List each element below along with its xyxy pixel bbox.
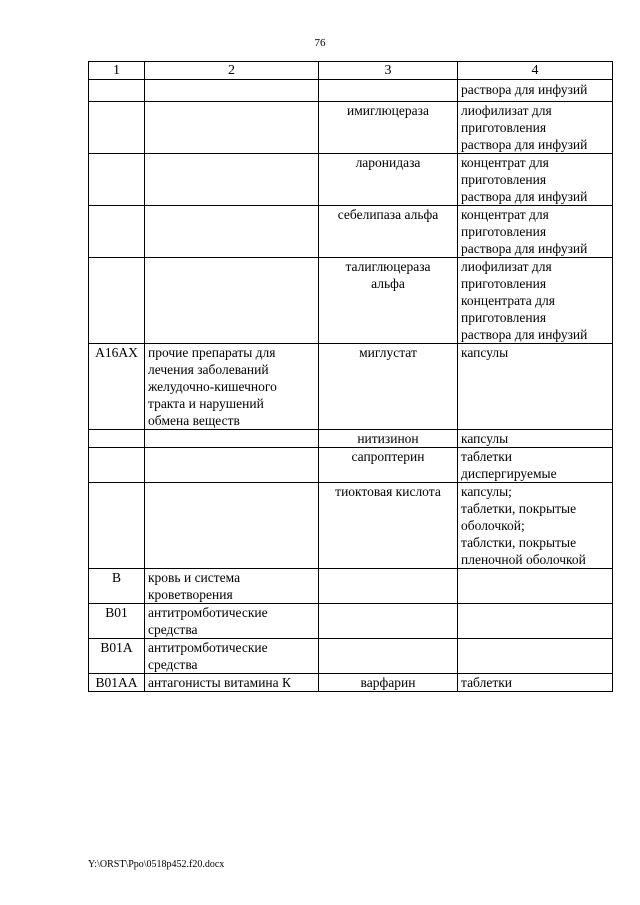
table-row — [89, 344, 613, 430]
group-cell — [145, 154, 319, 206]
drug-cell — [319, 604, 458, 639]
atc-code-cell — [89, 102, 145, 154]
table-row — [89, 639, 613, 674]
group-cell: прочие препараты для лечения заболеваний желудочно-кишечного тракта и нарушений обмена веществ — [145, 344, 319, 430]
group-cell — [145, 430, 319, 448]
drug-cell: нитизинон — [319, 430, 458, 448]
dosage-form-cell: концентрат для приготовления раствора для инфузий — [458, 154, 613, 206]
page-number: 76 — [314, 37, 326, 49]
table-row — [89, 569, 613, 604]
atc-code-cell — [89, 448, 145, 483]
column-header: 2 — [145, 62, 319, 80]
drug-cell: себелипаза альфа — [319, 206, 458, 258]
group-cell — [145, 448, 319, 483]
dosage-form-cell: концентрат для приготовления раствора для инфузий — [458, 206, 613, 258]
dosage-form-cell: капсулы — [458, 430, 613, 448]
atc-code-cell: B — [89, 569, 145, 604]
group-cell — [145, 102, 319, 154]
drug-cell — [319, 569, 458, 604]
group-cell: антитромботические средства — [145, 604, 319, 639]
dosage-form-cell: таблетки диспергируемые — [458, 448, 613, 483]
drug-cell — [319, 80, 458, 102]
atc-code-cell — [89, 430, 145, 448]
drug-cell — [319, 639, 458, 674]
group-cell: кровь и система кроветворения — [145, 569, 319, 604]
table-row — [89, 674, 613, 692]
dosage-form-cell — [458, 569, 613, 604]
dosage-form-cell: лиофилизат для приготовления раствора для инфузий — [458, 102, 613, 154]
dosage-form-cell: таблетки — [458, 674, 613, 692]
footer-file-path: Y:\ORST\Ppo\0518p452.f20.docx — [88, 859, 225, 870]
table-row — [89, 102, 613, 154]
table-header-row — [89, 62, 613, 80]
dosage-form-cell — [458, 639, 613, 674]
atc-code-cell — [89, 258, 145, 344]
column-header: 1 — [89, 62, 145, 80]
table-row — [89, 430, 613, 448]
drug-cell: миглустат — [319, 344, 458, 430]
table-row — [89, 154, 613, 206]
drug-cell: тиоктовая кислота — [319, 483, 458, 569]
column-header: 3 — [319, 62, 458, 80]
atc-code-cell: B01AA — [89, 674, 145, 692]
drug-cell: талиглюцераза альфа — [319, 258, 458, 344]
table-row — [89, 258, 613, 344]
table-row — [89, 483, 613, 569]
atc-code-cell: A16AX — [89, 344, 145, 430]
dosage-form-cell: капсулы; таблетки, покрытые оболочкой; таблстки, покрытые пленочной оболочкой — [458, 483, 613, 569]
drug-cell: варфарин — [319, 674, 458, 692]
atc-code-cell — [89, 206, 145, 258]
atc-code-cell: B01 — [89, 604, 145, 639]
column-header: 4 — [458, 62, 613, 80]
group-cell — [145, 258, 319, 344]
atc-code-cell — [89, 80, 145, 102]
atc-code-cell — [89, 483, 145, 569]
table-row — [89, 604, 613, 639]
atc-code-cell — [89, 154, 145, 206]
dosage-form-cell: раствора для инфузий — [458, 80, 613, 102]
dosage-form-cell — [458, 604, 613, 639]
dosage-form-cell: капсулы — [458, 344, 613, 430]
group-cell: антитромботические средства — [145, 639, 319, 674]
drug-cell: имиглюцераза — [319, 102, 458, 154]
group-cell — [145, 80, 319, 102]
table-row — [89, 206, 613, 258]
table-row — [89, 80, 613, 102]
atc-code-cell: B01A — [89, 639, 145, 674]
drug-table — [88, 61, 613, 692]
table-row — [89, 448, 613, 483]
group-cell — [145, 483, 319, 569]
drug-cell: ларонидаза — [319, 154, 458, 206]
drug-cell: сапроптерин — [319, 448, 458, 483]
dosage-form-cell: лиофилизат для приготовления концентрата для приготовления раствора для инфузий — [458, 258, 613, 344]
group-cell — [145, 206, 319, 258]
group-cell: антагонисты витамина К — [145, 674, 319, 692]
